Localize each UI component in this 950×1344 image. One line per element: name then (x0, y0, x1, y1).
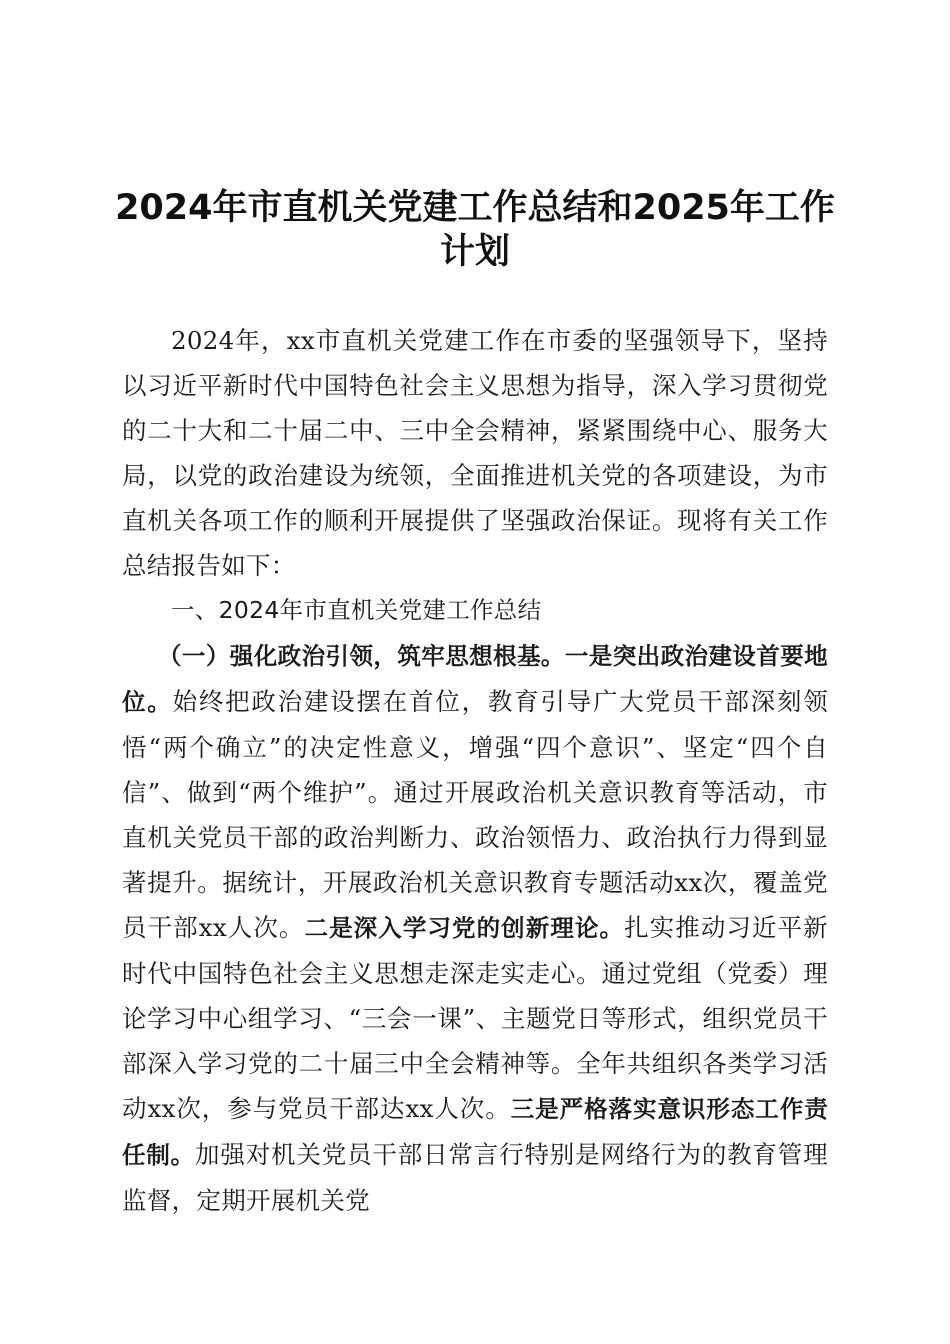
document-title-line-2: 计划 (439, 232, 510, 272)
subsection-1-heading: （一）强化政治引领，筑牢思想根基。 (158, 642, 565, 670)
point-3-heading: 三是严格落实意识形态工作责任制。 (122, 1095, 828, 1169)
document-title-line-1: 2024年市直机关党建工作总结和2025年工作 (115, 188, 835, 228)
section-heading-1: 一、2024年市直机关党建工作总结 (171, 596, 542, 624)
point-2-heading: 二是深入学习党的创新理论。 (304, 914, 625, 942)
subsection-1-paragraph (122, 633, 828, 1223)
point-2-text: 扎实推动习近平新时代中国特色社会主义思想走深走实走心。通过党组（党委）理论学习中心组学习、“三会一课”、主题党日等形式，组织党员干部深入学习党的二十届三中全会精神等。全年共组织各类学习活动xx次，参与党员干部达xx人次。 (122, 913, 828, 1123)
point-1-heading: 一是突出政治建设首要地位。 (122, 642, 828, 716)
point-1-text: 始终把政治建设摆在首位，教育引导广大党员干部深刻领悟“两个确立”的决定性意义，增强“四个意识”、坚定“四个自信”、做到“两个维护”。通过开展政治机关意识教育等活动，市直机关党员干部的政治判断力、政治领悟力、政治执行力得到显著提升。据统计，开展政治机关意识教育专题活动xx次，覆盖党员干部xx人次。 (122, 687, 828, 942)
point-3-text: 加强对机关党员干部日常言行特别是网络行为的教育管理监督，定期开展机关党 (122, 1140, 829, 1215)
document-body (122, 318, 828, 1223)
intro-paragraph: 2024年，xx市直机关党建工作在市委的坚强领导下，坚持以习近平新时代中国特色社会主义思想为指导，深入学习贯彻党的二十大和二十届二中、三中全会精神，紧紧围绕中心、服务大局，以党的政治建设为统领，全面推进机关党的各项建设，为市直机关各项工作的顺利开展提供了坚强政治保证。现将有关工作总结报告如下： (122, 326, 828, 580)
